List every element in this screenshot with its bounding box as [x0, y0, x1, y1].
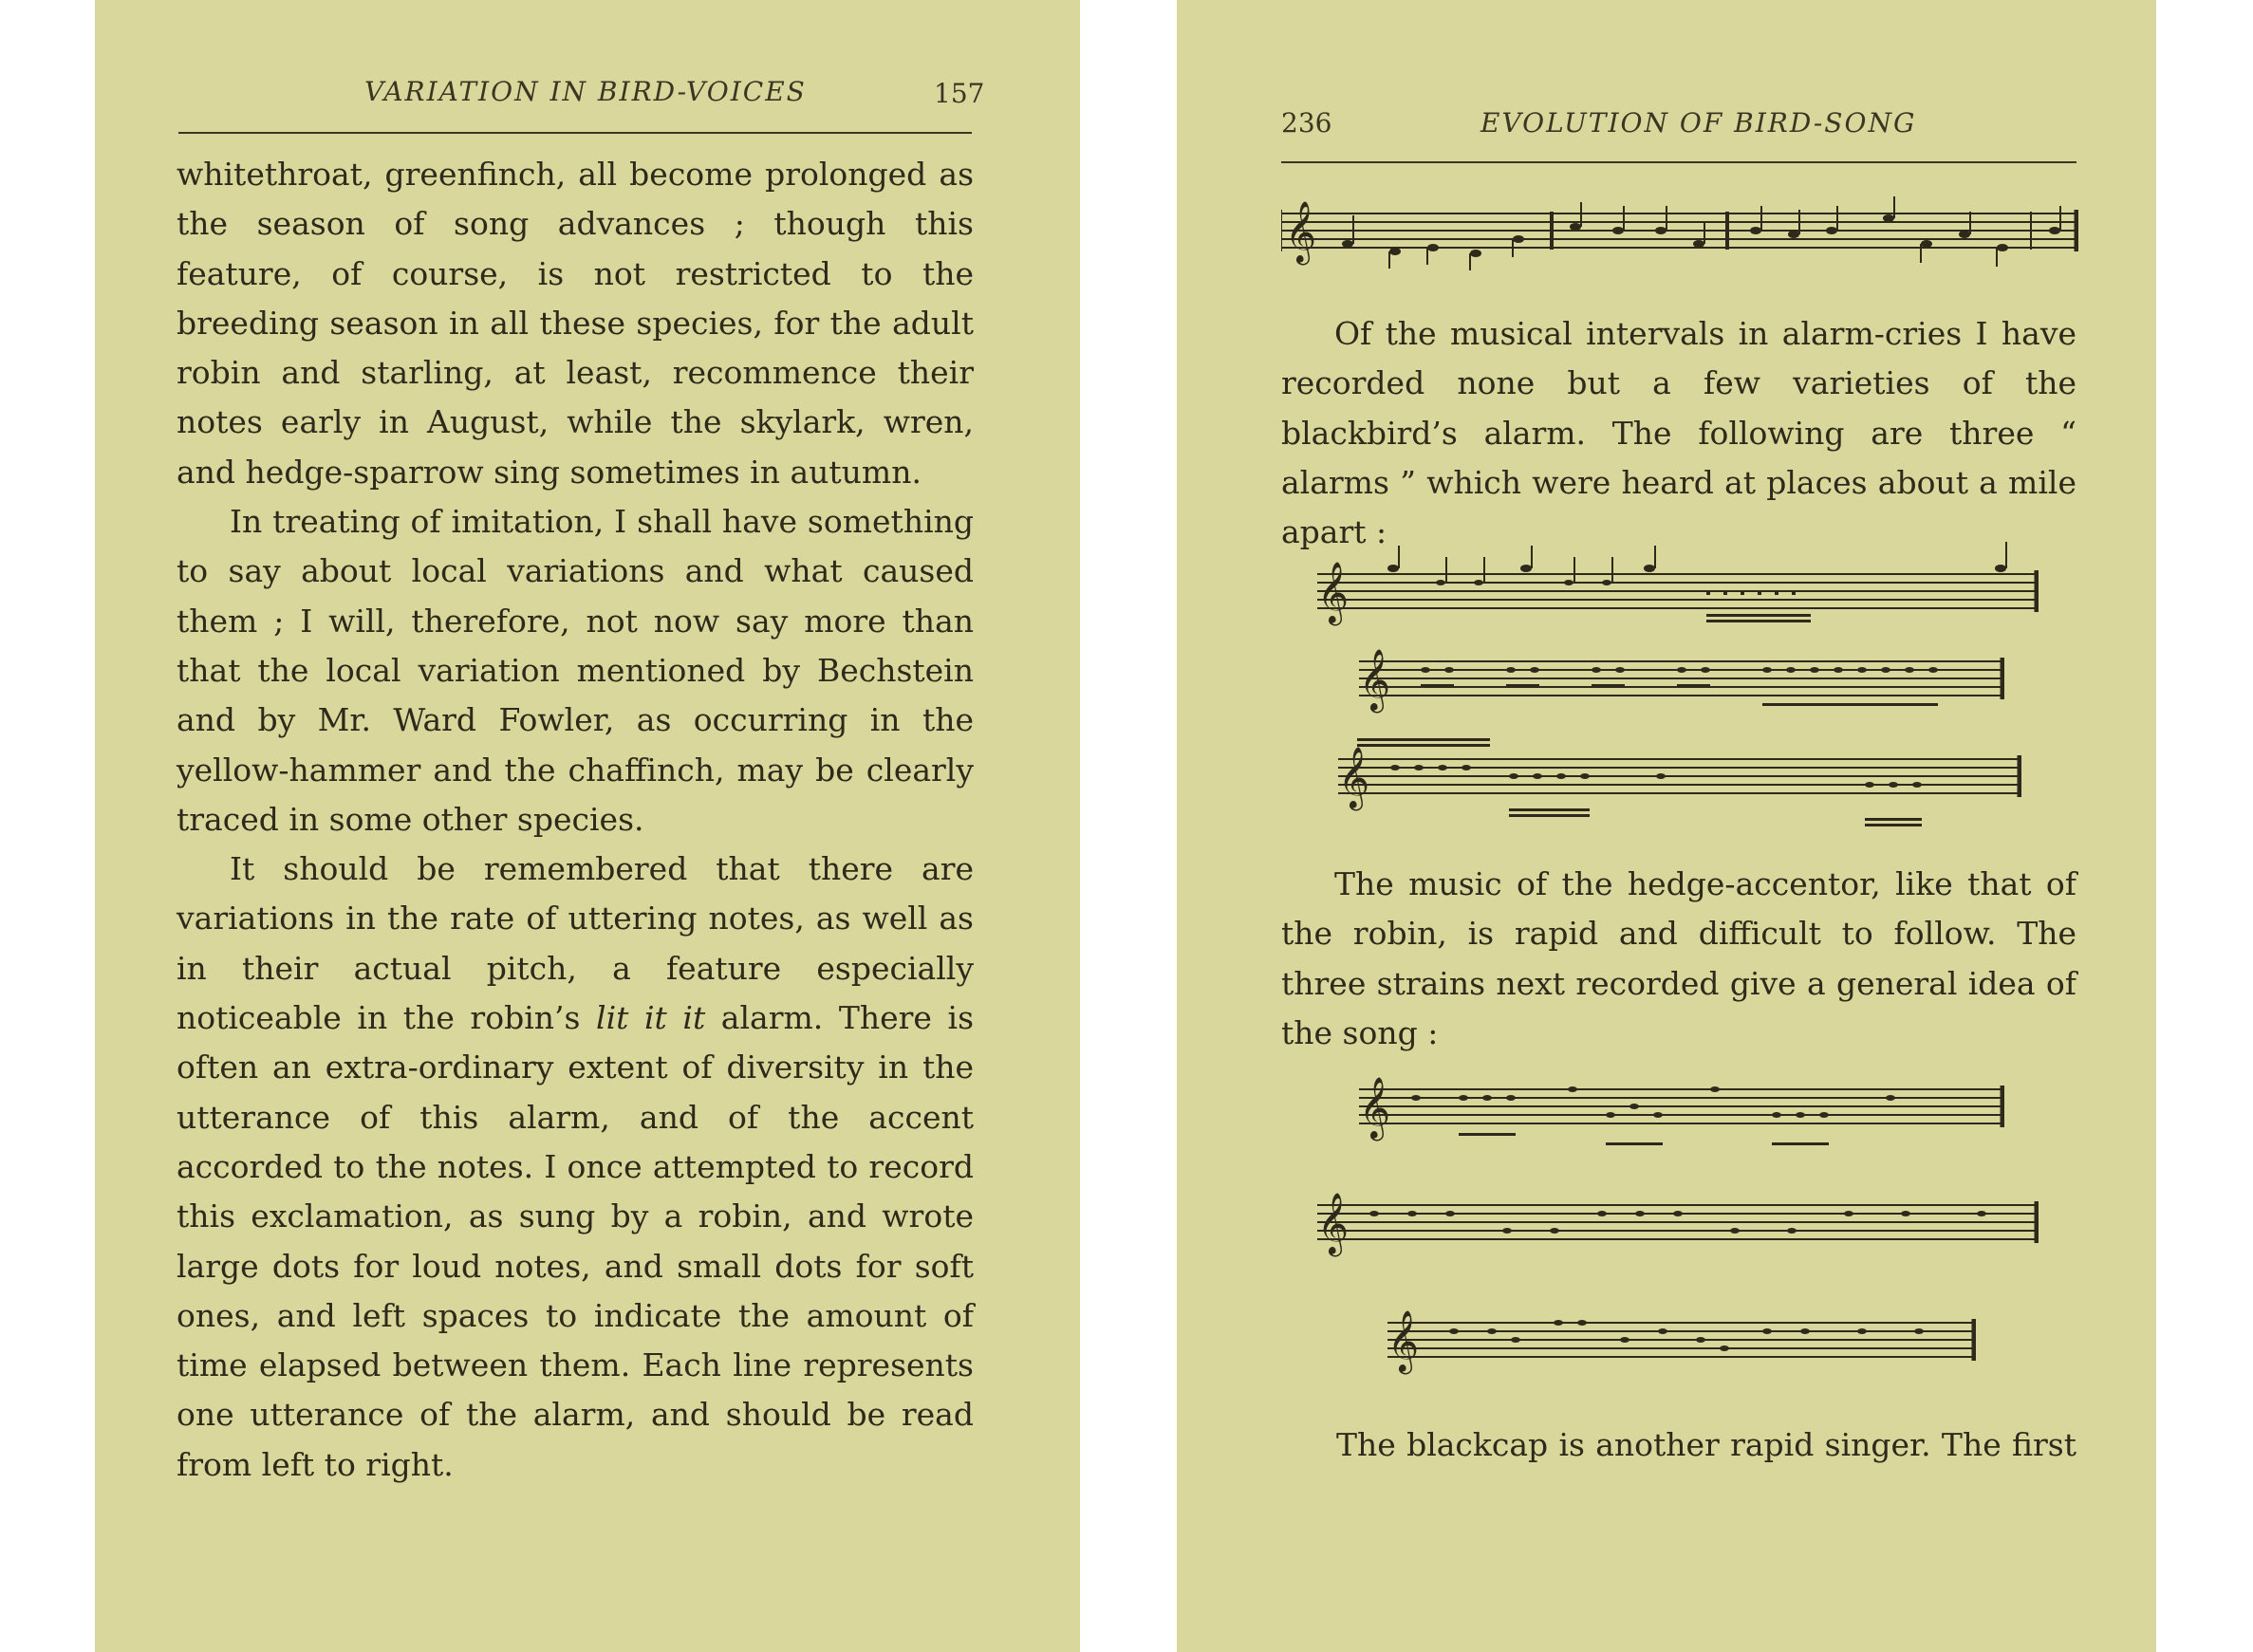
left-paragraph-3: [177, 845, 974, 1490]
alarm-paragraph: Of the musical intervals in alarm-cries I have recorded none but a few varieties of the blackbird’s alarm. The following are three “ alarms ” which were heard at places about a mile apart :: [1281, 315, 2076, 551]
left-header-rule: [178, 132, 972, 134]
para3-text-before: It should be remembered that there are variations in the rate of uttering notes, as well as in their actual pitch, a feature especially noticeable in the robin’s: [177, 850, 974, 1037]
right-page-number: 236: [1281, 107, 1332, 139]
svg-text:𝄞: 𝄞: [1359, 1077, 1391, 1139]
right-page: [1177, 0, 2156, 1652]
right-paragraph-alarm: [1281, 309, 2076, 557]
italic-lit-it-it: lit it it: [596, 999, 706, 1037]
right-paragraph-accentor: [1281, 860, 2076, 1058]
svg-text:𝄞: 𝄞: [1317, 1193, 1350, 1254]
right-header-rule: [1281, 161, 2076, 163]
right-running-head: EVOLUTION OF BIRD-SONG: [1480, 107, 1917, 139]
music-staff-alarm-2: [1359, 648, 2004, 715]
music-staff-blackbird: [1281, 195, 2078, 280]
music-staff-alarm-1: [1317, 536, 2039, 631]
para3-text-after: alarm. There is often an extra-ordinary extent of diversity in the utterance of this alarm, and of the accent accorded to the notes. I once attempted to record this exclamation, as sung by a robin, and wrote large dots for loud notes, and small dots for soft ones, and left spaces to indicate the amount of time elapsed between them. Each line represents one utterance of the alarm, and should be read from left to right.: [177, 999, 975, 1483]
left-body-text: [177, 150, 974, 1490]
music-staff-accentor-2: [1317, 1177, 2039, 1281]
svg-text:𝄞: 𝄞: [1285, 201, 1317, 263]
right-paragraph-blackcap: [1336, 1420, 2076, 1470]
left-paragraph-2: In treating of imitation, I shall have something to say about local variations and what caused them ; I will, therefore, not now say more than that the local variation mentioned by Bechstein and by Mr. Ward Fowler, as occurring in the yellow-hammer and the chaffinch, may be clearly traced in some other species.: [177, 503, 974, 838]
left-page: [95, 0, 1080, 1652]
music-staff-alarm-3: [1338, 731, 2021, 835]
accentor-paragraph: The music of the hedge-accentor, like that of the robin, is rapid and difficult to follow. The three strains next recorded give a general idea of the song :: [1281, 865, 2076, 1051]
left-page-number: 157: [934, 78, 985, 109]
left-paragraph-1: whitethroat, greenfinch, all become prolonged as the season of song advances ; though this feature, of course, is not restricted to the breeding season in all these species, for the adult robin and starling, at least, recommence their notes early in August, while the skylark, wren, and hedge-sparrow sing sometimes in autumn.: [177, 156, 974, 491]
music-staff-accentor-1: [1359, 1070, 2004, 1156]
svg-text:𝄞: 𝄞: [1387, 1310, 1420, 1372]
music-staff-accentor-3: [1387, 1300, 1976, 1385]
svg-text:𝄞: 𝄞: [1338, 747, 1370, 808]
left-running-head: VARIATION IN BIRD-VOICES: [364, 76, 807, 107]
svg-text:𝄞: 𝄞: [1359, 649, 1391, 711]
blackcap-paragraph: The blackcap is another rapid singer. The first: [1336, 1426, 2076, 1463]
svg-text:𝄞: 𝄞: [1317, 562, 1350, 623]
